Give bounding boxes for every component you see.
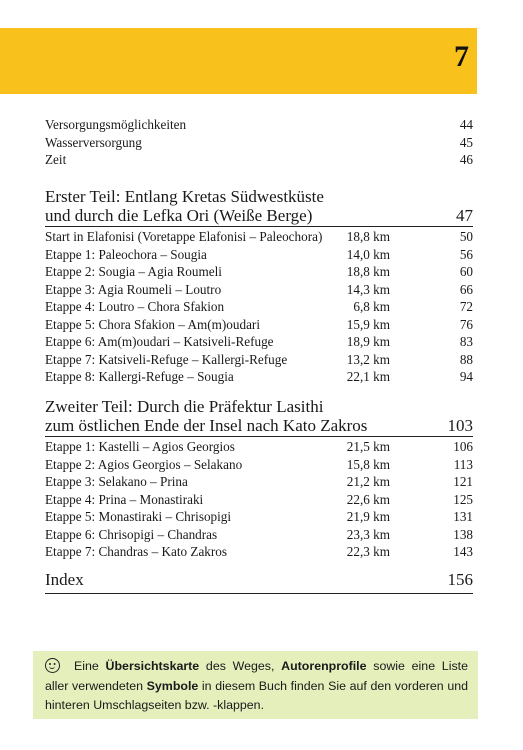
stage-row[interactable] [45, 333, 473, 351]
entry-distance: 6,8 km [353, 299, 390, 314]
entry-distance: 21,2 km [346, 474, 390, 489]
stage-row[interactable] [45, 316, 473, 334]
entry-title: Etappe 2: Agios Georgios – Selakano [45, 456, 243, 472]
part1-page: 47 [456, 206, 473, 225]
entry-title: Etappe 1: Kastelli – Agios Georgios [45, 439, 235, 454]
entry-distance: 21,9 km [346, 509, 390, 524]
entry-distance: 14,3 km [346, 281, 390, 297]
note-bold-overview-map: Übersichtskarte [105, 659, 200, 673]
entry-distance: 14,0 km [346, 246, 390, 262]
entry-title: Wasserversorgung [45, 134, 142, 150]
smiley-icon [45, 658, 60, 673]
part2-page: 103 [447, 416, 473, 435]
entry-page: 131 [453, 509, 473, 524]
stage-row[interactable] [45, 526, 473, 544]
entry-title: Etappe 1: Paleochora – Sougia [45, 246, 207, 262]
entry-distance: 18,8 km [346, 229, 390, 244]
stage-row[interactable] [45, 438, 473, 456]
part1-title-line1: Erster Teil: Entlang Kretas Südwestküste [45, 187, 324, 206]
entry-page: 143 [453, 544, 473, 559]
entry-page: 44 [459, 117, 473, 132]
stage-row[interactable] [45, 508, 473, 526]
entry-page: 66 [459, 281, 473, 297]
entry-title: Zeit [45, 152, 67, 167]
entry-title: Etappe 5: Chora Sfakion – Am(m)oudari [45, 316, 260, 332]
entry-title: Etappe 5: Monastiraki – Chrisopigi [45, 509, 232, 524]
entry-page: 72 [459, 299, 473, 314]
table-of-contents [45, 116, 473, 169]
entry-title: Versorgungsmöglichkeiten [45, 117, 187, 132]
note-bold-symbols: Symbole [146, 678, 199, 693]
part2-stage-list [45, 438, 473, 561]
entry-title: Etappe 3: Agia Roumeli – Loutro [45, 281, 222, 297]
stage-row[interactable] [45, 246, 473, 264]
entry-title: Etappe 6: Chrisopigi – Chandras [45, 526, 218, 542]
toc-row[interactable] [45, 116, 473, 134]
entry-distance: 15,9 km [346, 316, 390, 332]
entry-distance: 18,9 km [346, 334, 390, 349]
entry-title: Etappe 3: Selakano – Prina [45, 474, 188, 489]
entry-page: 125 [453, 491, 473, 507]
entry-page: 121 [453, 474, 473, 489]
entry-distance: 23,3 km [346, 526, 390, 542]
info-note [33, 651, 478, 719]
entry-distance: 13,2 km [346, 351, 390, 367]
entry-page: 76 [459, 316, 473, 332]
entry-page: 56 [459, 246, 473, 262]
stage-row[interactable] [45, 456, 473, 474]
part2-title-line1: Zweiter Teil: Durch die Präfektur Lasithi [45, 397, 324, 416]
note-text-2: des Weges, [199, 659, 282, 673]
toc-row[interactable] [45, 134, 473, 152]
entry-title: Etappe 6: Am(m)oudari – Katsiveli-Refuge [45, 334, 274, 349]
note-text-1: Eine [74, 659, 106, 673]
entry-page: 138 [453, 526, 473, 542]
entry-page: 106 [453, 439, 473, 454]
entry-title: Etappe 4: Prina – Monastiraki [45, 491, 204, 507]
intro-list [45, 116, 473, 169]
stage-row[interactable] [45, 543, 473, 561]
entry-page: 45 [459, 134, 473, 150]
entry-distance: 22,6 km [346, 491, 390, 507]
stage-row[interactable] [45, 298, 473, 316]
part1-section [45, 187, 473, 386]
header-band [0, 28, 477, 94]
note-text-4: in diesem Buch finden Sie auf den vorderen und hinteren Umschlagseiten bzw. -klappen. [45, 678, 468, 712]
stage-row[interactable] [45, 368, 473, 386]
stage-row[interactable] [45, 473, 473, 491]
part1-stage-list [45, 228, 473, 386]
index-entry[interactable] [45, 569, 473, 594]
stage-row[interactable] [45, 281, 473, 299]
index-label: Index [45, 570, 84, 589]
entry-page: 113 [453, 456, 473, 472]
entry-distance: 15,8 km [346, 456, 390, 472]
index-page: 156 [447, 570, 473, 589]
part2-section [45, 397, 473, 561]
entry-page: 94 [459, 369, 473, 384]
stage-row[interactable] [45, 351, 473, 369]
stage-row[interactable] [45, 228, 473, 246]
part2-title[interactable] [45, 397, 473, 437]
part2-title-line2: zum östlichen Ende der Insel nach Kato Zakros 103 [45, 416, 473, 435]
index-section [45, 569, 473, 594]
page-number: 7 [454, 40, 469, 73]
entry-title: Etappe 7: Katsiveli-Refuge – Kallergi-Refuge [45, 351, 288, 367]
part1-title-line2: und durch die Lefka Ori (Weiße Berge) 47 [45, 206, 473, 225]
entry-title: Etappe 8: Kallergi-Refuge – Sougia [45, 369, 234, 384]
entry-distance: 22,3 km [346, 544, 390, 559]
part1-title[interactable] [45, 187, 473, 227]
entry-title: Etappe 7: Chandras – Kato Zakros [45, 544, 228, 559]
entry-distance: 18,8 km [346, 264, 390, 279]
entry-page: 50 [459, 229, 473, 244]
toc-row[interactable] [45, 151, 473, 169]
entry-page: 88 [459, 351, 473, 367]
entry-title: Etappe 4: Loutro – Chora Sfakion [45, 299, 225, 314]
entry-distance: 21,5 km [346, 439, 390, 454]
note-text-3: sowie eine Liste aller verwendeten [45, 659, 468, 693]
note-bold-author-profiles: Autorenprofile [281, 659, 367, 673]
stage-row[interactable] [45, 491, 473, 509]
entry-page: 60 [459, 264, 473, 279]
entry-distance: 22,1 km [346, 369, 390, 384]
entry-title: Start in Elafonisi (Voretappe Elafonisi – Paleochora) [45, 229, 323, 244]
entry-page: 83 [459, 334, 473, 349]
entry-page: 46 [459, 152, 473, 167]
entry-title: Etappe 2: Sougia – Agia Roumeli [45, 264, 222, 279]
stage-row[interactable] [45, 263, 473, 281]
